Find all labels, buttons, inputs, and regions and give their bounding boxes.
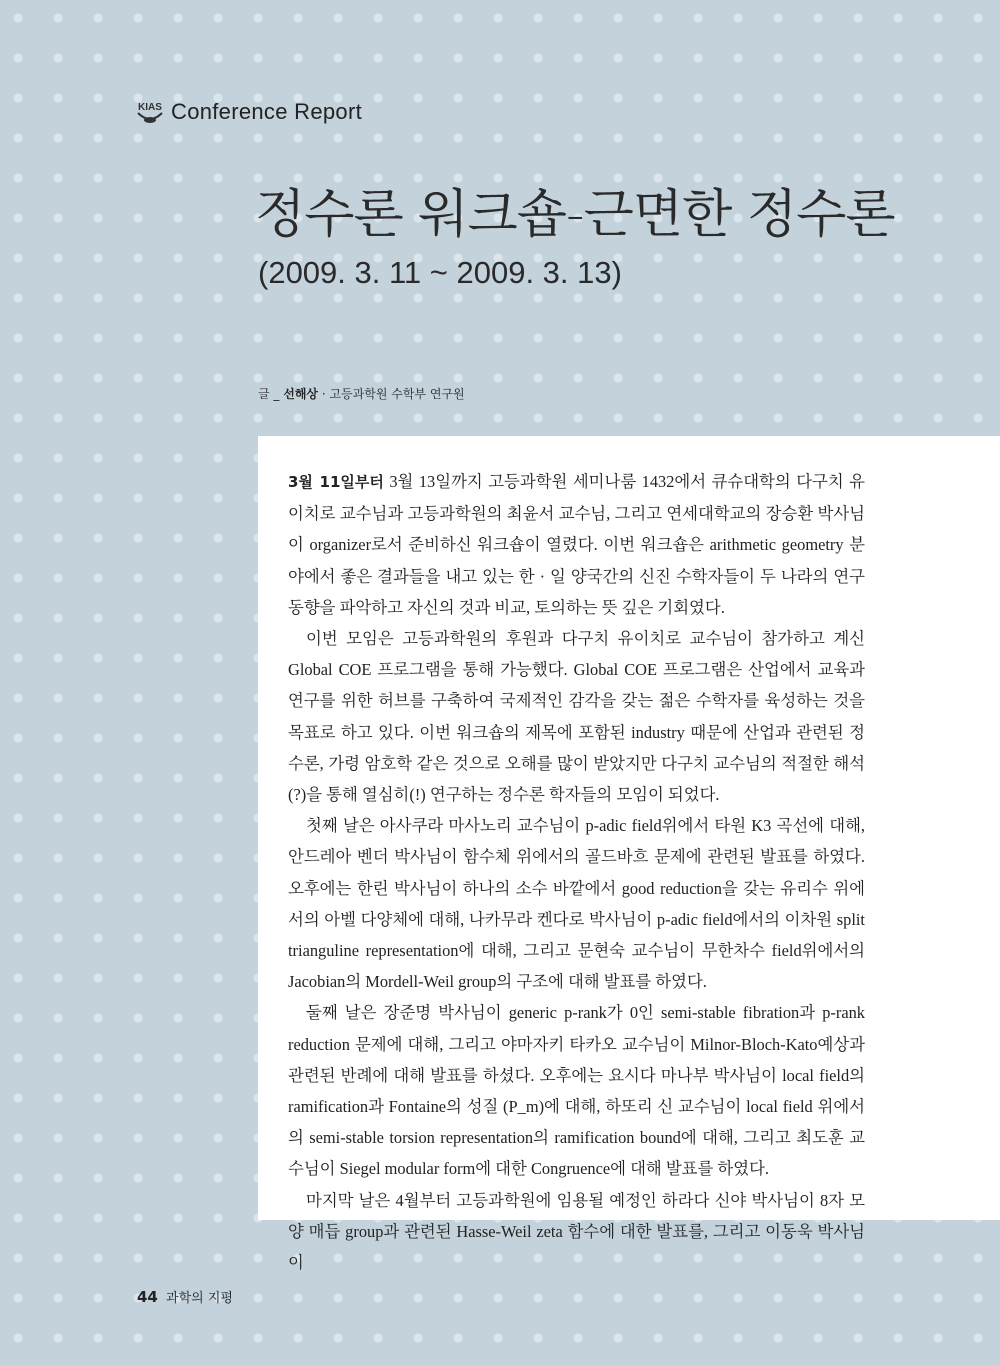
paragraph-1: [288, 466, 865, 623]
byline-prefix: 글 _: [258, 387, 284, 401]
author-name: 선해상: [283, 387, 319, 401]
paragraph-3: 첫째 날은 아사쿠라 마사노리 교수님이 p-adic field위에서 타원 K3 곡선에 대해, 안드레아 벤더 박사님이 함수체 위에서의 골드바흐 문제에 관련된 발표를 하였다. 오후에는 한린 박사님이 하나의 소수 바깥에서 good reduction을 갖는 유리수 위에서의 아벨 다양체에 대해, 나카무라 켄다로 박사님이 p-adic field에서의 이차원 split trianguline representation에 대해, 그리고 문현숙 교수님이 무한차수 field위에서의 Jacobian의 Mordell-Weil group의 구조에 대해 발표를 하였다.: [288, 816, 865, 992]
svg-text:KIAS: KIAS: [138, 102, 162, 113]
article-title: 정수론 워크숍-근면한 정수론: [255, 185, 895, 245]
event-dates: (2009. 3. 11 ~ 2009. 3. 13): [258, 255, 622, 290]
section-label: Conference Report: [171, 99, 362, 124]
kias-logo-icon: [135, 98, 165, 126]
publication-name: 과학의 지평: [166, 1291, 233, 1306]
byline: [258, 385, 465, 402]
page-number: 44: [137, 1288, 158, 1306]
article-body: [288, 466, 865, 1278]
paragraph-5: 마지막 날은 4월부터 고등과학원에 임용될 예정인 하라다 신야 박사님이 8자 모양 매듭 group과 관련된 Hasse-Weil zeta 함수에 대한 발표를, 그리고 이동욱 박사님이: [288, 1190, 865, 1273]
lead-phrase: 3월 11일부터: [288, 473, 384, 491]
paragraph-2: 이번 모임은 고등과학원의 후원과 다구치 유이치로 교수님이 참가하고 계신 Global COE 프로그램을 통해 가능했다. Global COE 프로그램은 산업에서 교육과 연구를 위한 허브를 구축하여 국제적인 감각을 갖는 젊은 수학자를 육성하는 것을 목표로 하고 있다. 이번 워크숍의 제목에 포함된 industry 때문에 산업과 관련된 정수론, 가령 암호학 같은 것으로 오해를 많이 받았지만 다구치 교수님의 적절한 해석(?)을 통해 열심히(!) 연구하는 정수론 학자들의 모임이 되었다.: [288, 629, 865, 805]
paragraph-1-text: 3월 13일까지 고등과학원 세미나룸 1432에서 큐슈대학의 다구치 유이치로 교수님과 고등과학원의 최윤서 교수님, 그리고 연세대학교의 장승환 박사님이 organizer로서 준비하신 워크숍이 열렸다. 이번 워크숍은 arithmetic geometry 분야에서 좋은 결과들을 내고 있는 한 · 일 양국간의 신진 수학자들이 두 나라의 연구 동향을 파악하고 자신의 것과 비교, 토의하는 뜻 깊은 기회였다.: [288, 472, 865, 617]
section-header: [135, 98, 362, 126]
paragraph-4: 둘째 날은 장준명 박사님이 generic p-rank가 0인 semi-stable fibration과 p-rank reduction 문제에 대해, 그리고 야마자키 타카오 교수님이 Milnor-Bloch-Kato예상과 관련된 반례에 대해 발표를 하셨다. 오후에는 요시다 마나부 박사님이 local field의 ramification과 Fontaine의 성질 (P_m)에 대해, 하또리 신 교수님이 local field 위에서의 semi-stable torsion representation의 ramification bound에 대해, 그리고 최도훈 교수님이 Siegel modular form에 대한 Congruence에 대해 발표를 하였다.: [288, 1003, 865, 1179]
page-footer: [137, 1287, 233, 1306]
article-body-panel: [258, 436, 1000, 1273]
author-affiliation: · 고등과학원 수학부 연구원: [318, 387, 465, 401]
